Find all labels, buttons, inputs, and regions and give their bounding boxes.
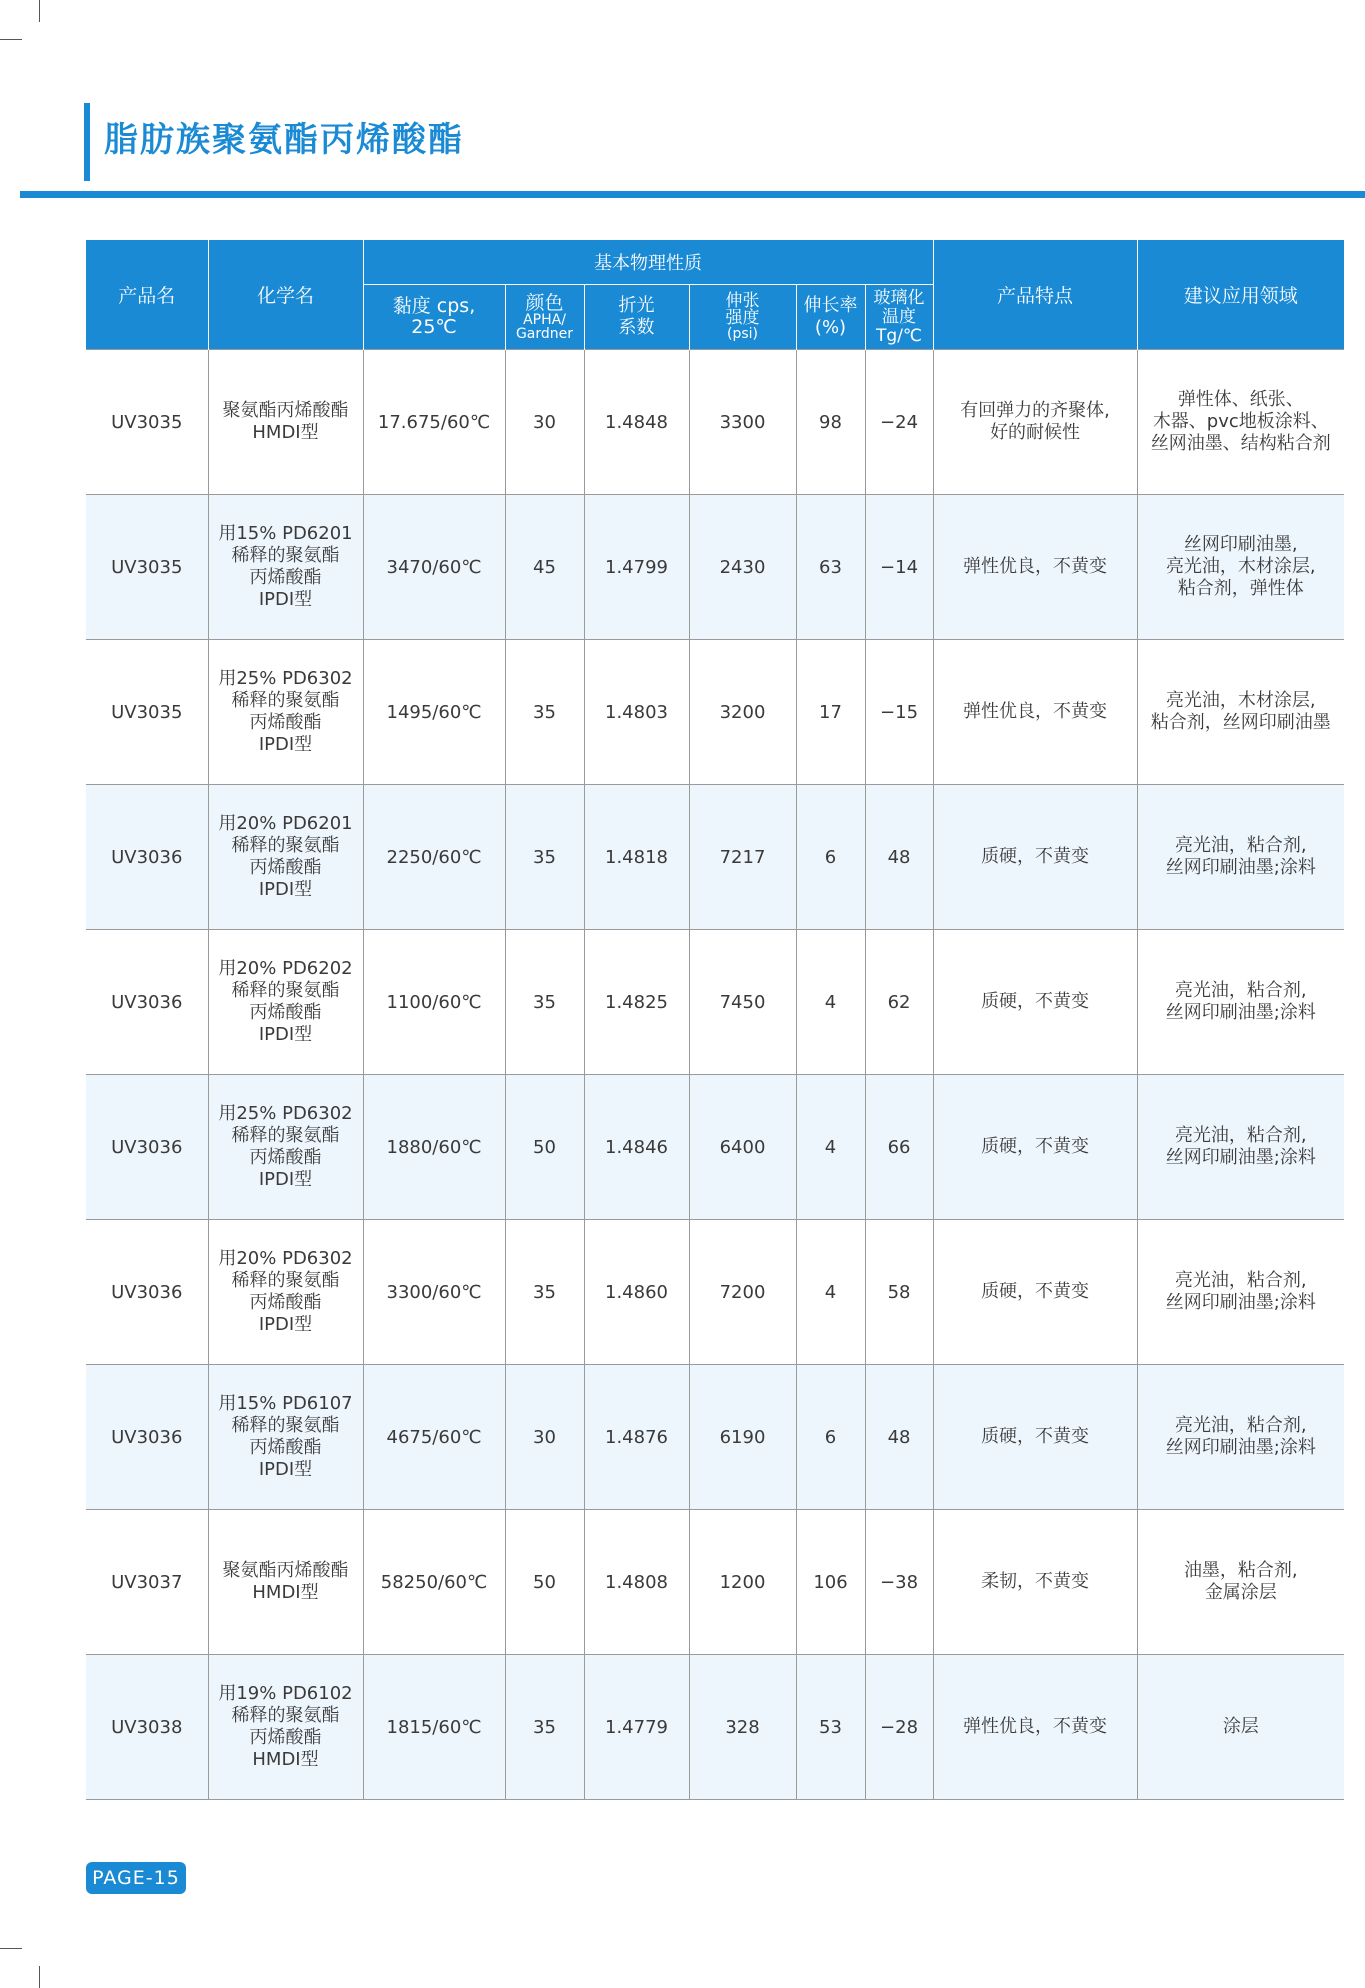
cell-chemical-name-line: 用20% PD6202 <box>218 958 353 979</box>
cell-applications-line: 涂层 <box>1222 1716 1259 1737</box>
header-refractive-index <box>584 285 689 350</box>
spec-table-body <box>86 350 1344 1800</box>
cell-features-line: 质硬，不黄变 <box>981 1281 1090 1302</box>
cell-applications-line: 粘合剂，弹性体 <box>1177 578 1304 599</box>
cell-applications <box>1137 1220 1344 1365</box>
cell-product-name: UV3038 <box>86 1655 208 1800</box>
cell-chemical-name-line: HMDI型 <box>252 1749 319 1770</box>
cell-refractive-index: 1.4808 <box>584 1510 689 1655</box>
cell-refractive-index: 1.4818 <box>584 785 689 930</box>
cell-applications-line: 丝网印刷油墨;涂料 <box>1165 1147 1316 1168</box>
header-product-name: 产品名 <box>86 240 208 350</box>
cell-applications <box>1137 1075 1344 1220</box>
cell-chemical-name-line: 丙烯酸酯 <box>249 1292 322 1313</box>
header-glass-transition <box>865 285 933 350</box>
cell-chemical-name-line: 丙烯酸酯 <box>249 1002 322 1023</box>
header-tg-line: Tg/℃ <box>876 325 923 346</box>
title-accent-bar <box>84 103 90 181</box>
header-physical-properties: 基本物理性质 <box>363 240 933 285</box>
cell-applications-line: 亮光油，粘合剂, <box>1174 835 1307 856</box>
header-viscosity-line: 黏度 cps, <box>392 295 476 317</box>
cell-color: 35 <box>505 930 584 1075</box>
cell-chemical-name-line: IPDI型 <box>258 734 313 755</box>
cell-applications <box>1137 350 1344 495</box>
cell-features-line: 质硬，不黄变 <box>981 991 1090 1012</box>
cell-chemical-name-line: HMDI型 <box>252 1582 319 1603</box>
cell-chemical-name-line: IPDI型 <box>258 879 313 900</box>
cell-viscosity: 58250/60℃ <box>363 1510 505 1655</box>
cell-tensile-strength: 7450 <box>689 930 796 1075</box>
cell-applications-line: 亮光油，粘合剂, <box>1174 980 1307 1001</box>
header-rule <box>20 191 1365 198</box>
cell-features <box>933 1655 1137 1800</box>
cell-chemical-name-line: IPDI型 <box>258 1314 313 1335</box>
cell-elongation: 4 <box>796 1220 865 1365</box>
cell-chemical-name-line: 用25% PD6302 <box>218 668 353 689</box>
cell-applications-line: 油墨，粘合剂, <box>1183 1560 1298 1581</box>
cell-chemical-name-line: 稀释的聚氨酯 <box>231 835 340 856</box>
cell-refractive-index: 1.4876 <box>584 1365 689 1510</box>
cell-chemical-name <box>208 1510 363 1655</box>
cell-features <box>933 1510 1137 1655</box>
cell-viscosity: 2250/60℃ <box>363 785 505 930</box>
cell-features <box>933 930 1137 1075</box>
cell-chemical-name-line: 用20% PD6302 <box>218 1248 353 1269</box>
cell-color: 50 <box>505 1075 584 1220</box>
cell-chemical-name-line: 用15% PD6201 <box>218 523 353 544</box>
cell-elongation: 53 <box>796 1655 865 1800</box>
cell-color: 30 <box>505 1365 584 1510</box>
cell-glass-transition: −28 <box>865 1655 933 1800</box>
cell-color: 35 <box>505 640 584 785</box>
cell-refractive-index: 1.4799 <box>584 495 689 640</box>
cell-chemical-name-line: 用25% PD6302 <box>218 1103 353 1124</box>
cell-chemical-name-line: IPDI型 <box>258 1024 313 1045</box>
product-spec-table <box>86 240 1344 1800</box>
table-row <box>86 1655 1344 1800</box>
cell-viscosity: 3470/60℃ <box>363 495 505 640</box>
cell-viscosity: 1100/60℃ <box>363 930 505 1075</box>
header-color-line: APHA/ <box>523 312 566 328</box>
header-viscosity-line: 25℃ <box>411 316 457 338</box>
table-row <box>86 930 1344 1075</box>
cell-color: 30 <box>505 350 584 495</box>
table-row <box>86 1075 1344 1220</box>
cell-chemical-name-line: IPDI型 <box>258 1169 313 1190</box>
header-elongation-line: 伸长率 <box>803 295 858 316</box>
cell-chemical-name-line: 丙烯酸酯 <box>249 857 322 878</box>
cell-viscosity: 1815/60℃ <box>363 1655 505 1800</box>
cell-chemical-name-line: 稀释的聚氨酯 <box>231 690 340 711</box>
cell-product-name: UV3036 <box>86 930 208 1075</box>
header-color-line: Gardner <box>515 326 574 342</box>
cell-color: 45 <box>505 495 584 640</box>
cell-chemical-name <box>208 1365 363 1510</box>
cell-applications-line: 亮光油，粘合剂, <box>1174 1270 1307 1291</box>
cell-applications-line: 亮光油，木材涂层, <box>1165 690 1316 711</box>
crop-mark <box>39 0 40 22</box>
cell-applications-line: 粘合剂，丝网印刷油墨 <box>1150 712 1331 733</box>
cell-features-line: 柔韧，不黄变 <box>981 1571 1090 1592</box>
table-row <box>86 350 1344 495</box>
cell-refractive-index: 1.4848 <box>584 350 689 495</box>
cell-tensile-strength: 328 <box>689 1655 796 1800</box>
cell-chemical-name-line: 用15% PD6107 <box>218 1393 353 1414</box>
cell-chemical-name-line: 丙烯酸酯 <box>249 1727 322 1748</box>
cell-features <box>933 495 1137 640</box>
cell-glass-transition: −14 <box>865 495 933 640</box>
cell-tensile-strength: 3200 <box>689 640 796 785</box>
cell-color: 35 <box>505 1220 584 1365</box>
cell-chemical-name-line: 稀释的聚氨酯 <box>231 1125 340 1146</box>
cell-features <box>933 1220 1137 1365</box>
cell-applications <box>1137 495 1344 640</box>
cell-product-name: UV3035 <box>86 495 208 640</box>
cell-refractive-index: 1.4846 <box>584 1075 689 1220</box>
cell-chemical-name-line: 稀释的聚氨酯 <box>231 1270 340 1291</box>
cell-chemical-name-line: 丙烯酸酯 <box>249 567 322 588</box>
header-tensile-line: 伸张 <box>725 291 760 311</box>
cell-elongation: 17 <box>796 640 865 785</box>
cell-applications-line: 丝网印刷油墨, <box>1183 534 1298 555</box>
header-applications: 建议应用领域 <box>1137 240 1344 350</box>
table-row <box>86 785 1344 930</box>
cell-viscosity: 3300/60℃ <box>363 1220 505 1365</box>
cell-glass-transition: 48 <box>865 1365 933 1510</box>
cell-chemical-name <box>208 640 363 785</box>
header-tensile-strength <box>689 285 796 350</box>
cell-product-name: UV3036 <box>86 1075 208 1220</box>
cell-product-name: UV3037 <box>86 1510 208 1655</box>
cell-features <box>933 785 1137 930</box>
cell-chemical-name-line: 聚氨酯丙烯酸酯 <box>222 1560 349 1581</box>
table-row <box>86 1510 1344 1655</box>
table-row <box>86 495 1344 640</box>
cell-chemical-name <box>208 495 363 640</box>
cell-chemical-name-line: 稀释的聚氨酯 <box>231 545 340 566</box>
cell-refractive-index: 1.4803 <box>584 640 689 785</box>
header-features: 产品特点 <box>933 240 1137 350</box>
cell-chemical-name <box>208 1220 363 1365</box>
cell-elongation: 4 <box>796 1075 865 1220</box>
cell-viscosity: 4675/60℃ <box>363 1365 505 1510</box>
cell-glass-transition: 66 <box>865 1075 933 1220</box>
cell-applications-line: 丝网印刷油墨;涂料 <box>1165 857 1316 878</box>
cell-color: 35 <box>505 785 584 930</box>
cell-glass-transition: −15 <box>865 640 933 785</box>
cell-chemical-name-line: HMDI型 <box>252 422 319 443</box>
cell-applications-line: 丝网印刷油墨;涂料 <box>1165 1292 1316 1313</box>
crop-mark <box>39 1966 40 1988</box>
cell-tensile-strength: 3300 <box>689 350 796 495</box>
cell-features-line: 质硬，不黄变 <box>981 1426 1090 1447</box>
cell-applications <box>1137 1365 1344 1510</box>
cell-features-line: 好的耐候性 <box>990 422 1081 443</box>
table-row <box>86 1365 1344 1510</box>
cell-chemical-name-line: 稀释的聚氨酯 <box>231 1705 340 1726</box>
cell-glass-transition: 62 <box>865 930 933 1075</box>
header-refractive-line: 系数 <box>618 317 655 338</box>
cell-applications <box>1137 1510 1344 1655</box>
cell-product-name: UV3035 <box>86 640 208 785</box>
cell-glass-transition: −24 <box>865 350 933 495</box>
cell-applications <box>1137 640 1344 785</box>
cell-features-line: 弹性优良，不黄变 <box>963 1716 1108 1737</box>
table-row <box>86 1220 1344 1365</box>
cell-glass-transition: 58 <box>865 1220 933 1365</box>
cell-product-name: UV3036 <box>86 785 208 930</box>
cell-tensile-strength: 1200 <box>689 1510 796 1655</box>
cell-chemical-name <box>208 1075 363 1220</box>
cell-tensile-strength: 6400 <box>689 1075 796 1220</box>
cell-tensile-strength: 6190 <box>689 1365 796 1510</box>
cell-chemical-name <box>208 1655 363 1800</box>
cell-viscosity: 1495/60℃ <box>363 640 505 785</box>
cell-elongation: 6 <box>796 785 865 930</box>
cell-viscosity: 1880/60℃ <box>363 1075 505 1220</box>
cell-product-name: UV3036 <box>86 1220 208 1365</box>
crop-mark <box>0 39 22 40</box>
cell-chemical-name <box>208 930 363 1075</box>
crop-mark <box>0 1948 22 1949</box>
cell-chemical-name-line: 用20% PD6201 <box>218 813 353 834</box>
header-elongation-line: (%) <box>814 317 847 338</box>
header-viscosity <box>363 285 505 350</box>
cell-tensile-strength: 7200 <box>689 1220 796 1365</box>
cell-chemical-name-line: IPDI型 <box>258 589 313 610</box>
cell-tensile-strength: 2430 <box>689 495 796 640</box>
cell-applications-line: 弹性体、纸张、 <box>1177 389 1304 410</box>
cell-applications <box>1137 785 1344 930</box>
cell-applications-line: 丝网油墨、结构粘合剂 <box>1150 433 1331 454</box>
cell-applications-line: 亮光油，木材涂层, <box>1165 556 1316 577</box>
cell-features-line: 质硬，不黄变 <box>981 846 1090 867</box>
header-refractive-line: 折光 <box>618 295 655 316</box>
cell-applications-line: 亮光油，粘合剂, <box>1174 1415 1307 1436</box>
cell-glass-transition: 48 <box>865 785 933 930</box>
cell-chemical-name-line: 丙烯酸酯 <box>249 1437 322 1458</box>
cell-applications-line: 亮光油，粘合剂, <box>1174 1125 1307 1146</box>
header-chemical-name: 化学名 <box>208 240 363 350</box>
header-tg-line: 温度 <box>882 306 917 327</box>
header-tensile-line: (psi) <box>727 326 758 342</box>
cell-chemical-name-line: 聚氨酯丙烯酸酯 <box>222 400 349 421</box>
cell-elongation: 63 <box>796 495 865 640</box>
cell-applications-line: 金属涂层 <box>1204 1582 1277 1603</box>
cell-elongation: 6 <box>796 1365 865 1510</box>
table-row <box>86 640 1344 785</box>
header-elongation <box>796 285 865 350</box>
cell-chemical-name-line: 稀释的聚氨酯 <box>231 1415 340 1436</box>
cell-viscosity: 17.675/60℃ <box>363 350 505 495</box>
page-number-badge: PAGE-15 <box>86 1862 186 1894</box>
header-tg-line: 玻璃化 <box>873 287 925 308</box>
cell-color: 35 <box>505 1655 584 1800</box>
cell-color: 50 <box>505 1510 584 1655</box>
cell-chemical-name-line: IPDI型 <box>258 1459 313 1480</box>
cell-chemical-name-line: 用19% PD6102 <box>218 1683 353 1704</box>
cell-elongation: 4 <box>796 930 865 1075</box>
cell-tensile-strength: 7217 <box>689 785 796 930</box>
cell-features-line: 弹性优良，不黄变 <box>963 701 1108 722</box>
cell-refractive-index: 1.4825 <box>584 930 689 1075</box>
cell-features <box>933 640 1137 785</box>
cell-glass-transition: −38 <box>865 1510 933 1655</box>
cell-applications-line: 木器、pvc地板涂料、 <box>1152 411 1329 432</box>
cell-features <box>933 1075 1137 1220</box>
cell-product-name: UV3035 <box>86 350 208 495</box>
cell-chemical-name-line: 稀释的聚氨酯 <box>231 980 340 1001</box>
cell-chemical-name <box>208 350 363 495</box>
cell-elongation: 106 <box>796 1510 865 1655</box>
cell-refractive-index: 1.4779 <box>584 1655 689 1800</box>
cell-chemical-name-line: 丙烯酸酯 <box>249 712 322 733</box>
header-tensile-line: 强度 <box>725 308 760 328</box>
cell-chemical-name <box>208 785 363 930</box>
header-color <box>505 285 584 350</box>
cell-features-line: 弹性优良，不黄变 <box>963 556 1108 577</box>
header-color-line: 颜色 <box>525 292 564 314</box>
cell-features <box>933 1365 1137 1510</box>
cell-features-line: 质硬，不黄变 <box>981 1136 1090 1157</box>
cell-features <box>933 350 1137 495</box>
cell-chemical-name-line: 丙烯酸酯 <box>249 1147 322 1168</box>
cell-applications <box>1137 1655 1344 1800</box>
cell-product-name: UV3036 <box>86 1365 208 1510</box>
page-title: 脂肪族聚氨酯丙烯酸酯 <box>104 120 464 160</box>
cell-elongation: 98 <box>796 350 865 495</box>
cell-applications-line: 丝网印刷油墨;涂料 <box>1165 1437 1316 1458</box>
cell-features-line: 有回弹力的齐聚体, <box>960 400 1110 421</box>
cell-applications-line: 丝网印刷油墨;涂料 <box>1165 1002 1316 1023</box>
cell-refractive-index: 1.4860 <box>584 1220 689 1365</box>
cell-applications <box>1137 930 1344 1075</box>
